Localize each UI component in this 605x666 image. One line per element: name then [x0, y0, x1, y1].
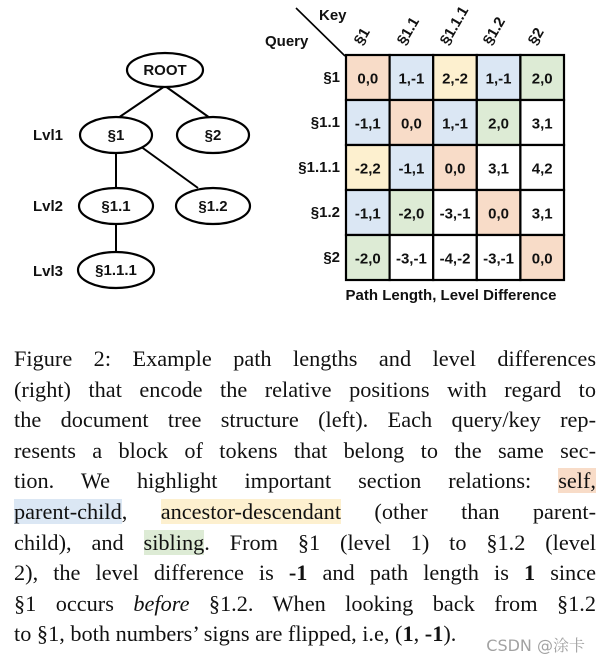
- matrix-cell-value: 3,1: [531, 115, 553, 133]
- caption-text: and path length is: [307, 560, 524, 586]
- caption-text: (other than parent-: [341, 498, 596, 524]
- matrix-cell-value: -2,0: [398, 205, 425, 223]
- highlight-ancestor-descendant: ancestor-descendant: [160, 498, 342, 524]
- matrix-cell-value: 0,0: [444, 160, 466, 178]
- caption-text: §1.2. When looking back from §1.2: [189, 590, 596, 616]
- caption-line: resents a block of tokens that belong to the same sec-: [14, 437, 596, 463]
- col-header-s12: §1.2: [479, 14, 510, 49]
- matrix-cell-value: -1,1: [354, 115, 381, 133]
- node-label-s1: §1: [107, 127, 125, 144]
- caption-line: [14, 497, 596, 528]
- tree-node-s12: [176, 188, 250, 224]
- matrix-cell-value: 2,0: [488, 115, 510, 133]
- tree-node-s1: [80, 117, 152, 153]
- figure-svg: [0, 0, 605, 330]
- matrix-cell-value: 3,1: [488, 160, 510, 178]
- caption-text: ,: [121, 498, 161, 524]
- highlight-parent-child: parent-child: [14, 498, 122, 524]
- column-headers: [351, 3, 548, 48]
- tree-node-root: [127, 53, 203, 87]
- highlight-sibling: sibling: [143, 529, 205, 555]
- caption-line: [14, 466, 596, 497]
- row-header-s2: §2: [323, 249, 340, 266]
- matrix-cell-value: 0,0: [400, 115, 422, 133]
- matrix-cell-value: 0,0: [357, 70, 379, 88]
- caption-line: Figure 2: Example path lengths and level differences: [14, 346, 596, 371]
- col-header-s2: §2: [524, 25, 548, 48]
- caption-bold: -1: [424, 621, 444, 647]
- matrix-cell-value: 1,-1: [442, 115, 468, 133]
- matrix-cell-value: -1,1: [354, 205, 381, 223]
- highlight-self: self,: [558, 468, 596, 494]
- tree-node-s11: [79, 188, 153, 224]
- caption-text: to §1, both numbers’ signs are flipped, i.e, (: [14, 621, 403, 647]
- caption-line: [14, 528, 596, 559]
- caption-line: (right) that encode the relative positions with regard to: [14, 376, 596, 402]
- caption-text: ,: [413, 621, 425, 647]
- caption-line: the document tree structure (left). Each query/key rep-: [14, 407, 596, 433]
- edge-root-s1: [118, 86, 165, 118]
- caption-bold: -1: [288, 560, 308, 586]
- level-label-1: Lvl1: [33, 127, 64, 144]
- relation-matrix: [346, 55, 564, 280]
- caption-text: child), and: [14, 529, 144, 555]
- matrix-cell-value: -3,-1: [439, 205, 471, 223]
- key-label: Key: [319, 7, 347, 24]
- caption-text: . From §1 (level 1) to §1.2 (level: [204, 529, 596, 555]
- matrix-cell-value: -2,0: [354, 250, 381, 268]
- caption-text: since: [535, 560, 597, 586]
- row-header-s111: §1.1.1: [298, 159, 340, 176]
- matrix-cell-value: -1,1: [398, 160, 425, 178]
- matrix-cell-value: -3,-1: [395, 250, 427, 268]
- col-header-s1: §1: [350, 25, 374, 48]
- caption-line: [14, 558, 596, 589]
- matrix-cell-value: -3,-1: [483, 250, 515, 268]
- row-header-s11: §1.1: [310, 114, 340, 131]
- matrix-cell-value: 4,2: [531, 160, 553, 178]
- node-label-s111: §1.1.1: [95, 262, 137, 279]
- query-label: Query: [265, 33, 309, 50]
- tree-edges: [116, 86, 210, 252]
- tree-node-s2: [177, 117, 249, 153]
- row-header-s12: §1.2: [310, 204, 340, 221]
- caption-italic: before: [133, 590, 190, 616]
- node-label-s11: §1.1: [101, 198, 131, 215]
- matrix-cell-value: 0,0: [531, 250, 553, 268]
- watermark: CSDN @涂卡: [486, 636, 585, 655]
- col-header-s111: §1.1.1: [436, 3, 473, 49]
- caption-bold: 1: [523, 560, 536, 586]
- matrix-cell-value: -2,2: [354, 160, 381, 178]
- node-label-s12: §1.2: [198, 198, 228, 215]
- edge-s1-s12: [140, 146, 198, 188]
- matrix-cell-value: 3,1: [531, 205, 553, 223]
- caption-line: [14, 589, 596, 620]
- node-label-s2: §2: [204, 127, 222, 144]
- matrix-cell-value: 0,0: [488, 205, 510, 223]
- row-header-s1: §1: [323, 69, 340, 86]
- caption-bold: 1: [402, 621, 414, 647]
- caption-text: tion. We highlight important section relations:: [14, 468, 559, 494]
- matrix-cell-value: 2,0: [531, 70, 553, 88]
- caption-text: 2), the level difference is: [14, 560, 289, 586]
- matrix-cell-value: 1,-1: [485, 70, 512, 88]
- matrix-subtitle: Path Length, Level Difference: [345, 287, 557, 304]
- matrix-cell-value: -4,-2: [439, 250, 471, 268]
- level-label-3: Lvl3: [33, 263, 64, 280]
- level-label-2: Lvl2: [33, 198, 64, 215]
- row-headers: [298, 69, 340, 266]
- caption-text: §1 occurs: [14, 590, 134, 616]
- edge-root-s2: [165, 86, 210, 118]
- tree-node-s111: [78, 252, 154, 288]
- matrix-cell-value: 2,-2: [442, 70, 468, 88]
- figure-caption: [14, 344, 596, 650]
- figure-2: [0, 0, 605, 330]
- col-header-s11: §1.1: [393, 14, 424, 49]
- node-label-root: ROOT: [143, 62, 187, 79]
- caption-text: ).: [443, 621, 457, 647]
- matrix-cell-value: 1,-1: [398, 70, 425, 88]
